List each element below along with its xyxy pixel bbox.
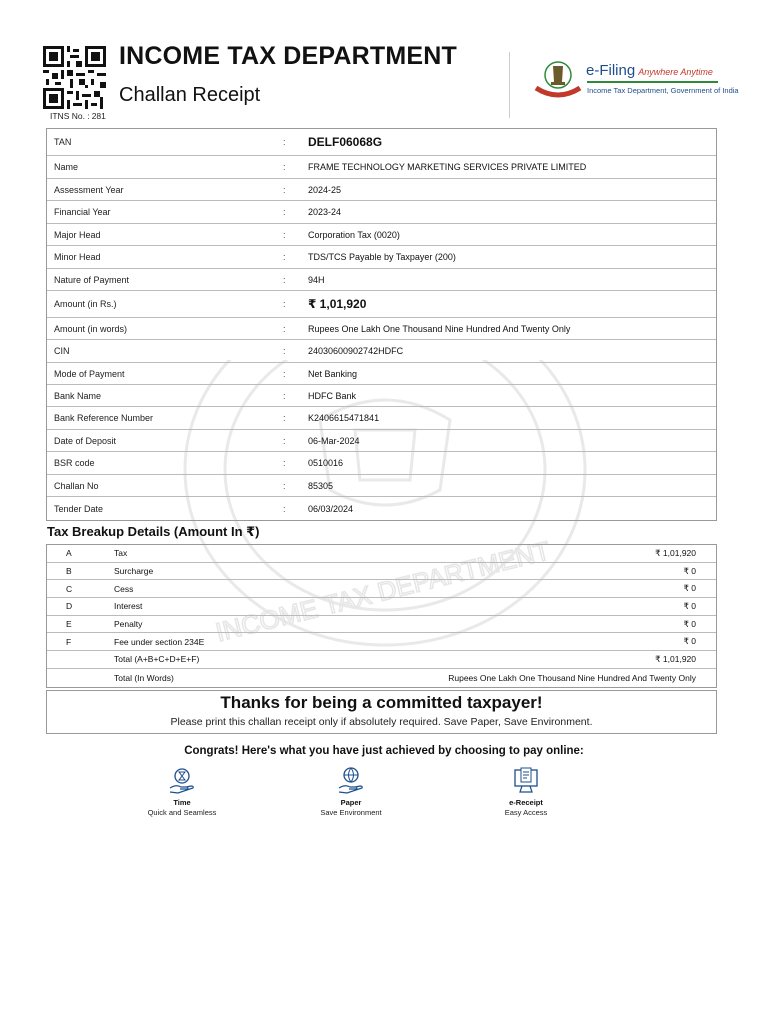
details-value: FRAME TECHNOLOGY MARKETING SERVICES PRIVATE LIMITED (308, 162, 587, 172)
details-label: Bank Reference Number (54, 413, 154, 423)
benefit-time-subtitle: Quick and Seamless (147, 808, 217, 817)
efiling-tagline: Anywhere Anytime (638, 67, 713, 77)
thanks-heading: Thanks for being a committed taxpayer! (220, 693, 543, 712)
details-value: 2023-24 (308, 207, 342, 217)
benefit-ereceipt (481, 766, 571, 817)
details-row (47, 201, 716, 224)
details-label: Nature of Payment (54, 274, 130, 285)
details-value: 85305 (308, 480, 334, 491)
breakup-row (47, 580, 716, 598)
details-value: DELF06068G (308, 135, 383, 149)
details-colon: : (283, 503, 286, 514)
breakup-name: Cess (114, 583, 134, 594)
efiling-brand-name: e-Filing (586, 62, 636, 79)
qr-code-icon (43, 46, 106, 109)
globe-hand-icon (336, 766, 366, 796)
details-label: Amount (in words) (54, 323, 128, 334)
details-value: K2406615471841 (308, 413, 380, 423)
national-emblem-logo-icon (532, 58, 584, 100)
benefit-paper-subtitle: Save Environment (320, 808, 382, 817)
details-label: Financial Year (54, 207, 111, 217)
itns-label: ITNS No. : (50, 111, 90, 121)
breakup-code: C (66, 583, 73, 594)
details-row (47, 497, 716, 520)
details-label: Name (54, 162, 79, 172)
details-colon: : (283, 346, 286, 356)
benefit-paper-title: Paper (340, 798, 362, 807)
details-colon: : (283, 435, 286, 446)
hourglass-hand-icon (167, 766, 197, 796)
breakup-amount: Rupees One Lakh One Thousand Nine Hundred And Twenty Only (448, 672, 696, 683)
details-row (47, 291, 716, 318)
breakup-row (47, 598, 716, 616)
details-colon: : (283, 184, 286, 195)
details-value: Rupees One Lakh One Thousand Nine Hundred And Twenty Only (308, 323, 571, 334)
thanks-box (46, 690, 717, 734)
breakup-name: Penalty (114, 619, 143, 630)
details-colon: : (283, 458, 286, 468)
receipt-screen-icon (511, 766, 541, 796)
details-row (47, 269, 716, 291)
breakup-amount: ₹ 0 (683, 565, 696, 576)
details-label: CIN (54, 346, 70, 356)
details-label: Assessment Year (54, 184, 124, 195)
details-row (47, 318, 716, 340)
efiling-brand (586, 62, 713, 79)
details-row (47, 179, 716, 201)
details-label: Bank Name (54, 390, 102, 401)
tax-breakup-title: Tax Breakup Details (Amount In ₹) (47, 524, 260, 539)
details-colon: : (283, 207, 286, 217)
details-colon: : (283, 229, 286, 240)
breakup-row (47, 651, 716, 669)
details-colon: : (283, 323, 286, 334)
details-label: Major Head (54, 229, 101, 240)
breakup-code: B (66, 566, 72, 577)
itns-number (48, 111, 106, 121)
details-row (47, 340, 716, 363)
details-colon: : (283, 137, 286, 147)
breakup-name: Total (In Words) (114, 672, 174, 683)
breakup-name: Interest (114, 601, 143, 612)
benefit-ereceipt-subtitle: Easy Access (504, 808, 548, 817)
efiling-subtitle: Income Tax Department, Government of India (587, 86, 739, 95)
details-colon: : (283, 299, 286, 309)
details-colon: : (283, 162, 286, 172)
breakup-row (47, 633, 716, 651)
details-value: Net Banking (308, 368, 358, 379)
breakup-amount: ₹ 0 (683, 636, 696, 647)
details-colon: : (283, 413, 286, 423)
details-value: ₹ 1,01,920 (308, 297, 367, 311)
details-value: Corporation Tax (0020) (308, 229, 400, 240)
svg-text:INCOME TAX DEPARTMENT: INCOME TAX DEPARTMENT (212, 535, 554, 648)
details-label: Minor Head (54, 252, 101, 262)
details-colon: : (283, 252, 286, 262)
details-row (47, 407, 716, 430)
details-row (47, 156, 716, 179)
details-label: Mode of Payment (54, 368, 125, 379)
details-value: 06-Mar-2024 (308, 435, 360, 446)
details-label: Challan No (54, 480, 99, 491)
receipt-header (0, 0, 768, 128)
header-divider (509, 52, 510, 118)
details-value: 24030600902742HDFC (308, 346, 404, 356)
page-subtitle: Challan Receipt (119, 84, 261, 106)
benefit-paper (306, 766, 396, 817)
details-colon: : (283, 274, 286, 285)
details-value: 94H (308, 274, 325, 285)
details-row (47, 129, 716, 156)
details-row (47, 363, 716, 385)
details-colon: : (283, 368, 286, 379)
details-row (47, 475, 716, 497)
details-row (47, 224, 716, 246)
breakup-name: Tax (114, 548, 128, 559)
benefit-time (137, 766, 227, 817)
details-value: TDS/TCS Payable by Taxpayer (200) (308, 252, 456, 262)
efiling-underline (587, 81, 718, 83)
breakup-amount: ₹ 0 (683, 600, 696, 611)
details-value: 0510016 (308, 458, 344, 468)
details-colon: : (283, 390, 286, 401)
breakup-amount: ₹ 1,01,920 (655, 653, 696, 664)
breakup-name: Fee under section 234E (114, 636, 205, 647)
tax-breakup-table (46, 544, 717, 688)
breakup-amount: ₹ 0 (683, 618, 696, 629)
breakup-code: E (66, 619, 72, 630)
details-value: 06/03/2024 (308, 503, 354, 514)
challan-details-table (46, 128, 717, 521)
breakup-amount: ₹ 1,01,920 (655, 547, 696, 558)
details-label: BSR code (54, 458, 95, 468)
page-title: INCOME TAX DEPARTMENT (119, 42, 457, 70)
breakup-code: F (66, 636, 72, 647)
details-label: TAN (54, 137, 72, 147)
details-value: 2024-25 (308, 184, 342, 195)
breakup-row (47, 669, 716, 687)
details-label: Amount (in Rs.) (54, 299, 117, 309)
thanks-message: Please print this challan receipt only if absolutely required. Save Paper, Save Environment. (170, 716, 593, 728)
congrats-text: Congrats! Here's what you have just achieved by choosing to pay online: (184, 745, 584, 757)
benefit-time-title: Time (173, 798, 191, 807)
breakup-row (47, 616, 716, 634)
details-row (47, 385, 716, 407)
breakup-row (47, 545, 716, 563)
details-label: Date of Deposit (54, 435, 117, 446)
breakup-row (47, 563, 716, 581)
details-row (47, 452, 716, 475)
details-row (47, 430, 716, 452)
breakup-name: Surcharge (114, 566, 154, 577)
details-label: Tender Date (54, 503, 104, 514)
details-colon: : (283, 480, 286, 491)
itns-value: 281 (91, 111, 106, 121)
details-row (47, 246, 716, 269)
breakup-amount: ₹ 0 (683, 583, 696, 594)
breakup-name: Total (A+B+C+D+E+F) (114, 654, 200, 665)
benefit-ereceipt-title: e-Receipt (509, 798, 543, 807)
breakup-code: D (66, 601, 73, 612)
breakup-code: A (66, 548, 72, 559)
details-value: HDFC Bank (308, 390, 357, 401)
